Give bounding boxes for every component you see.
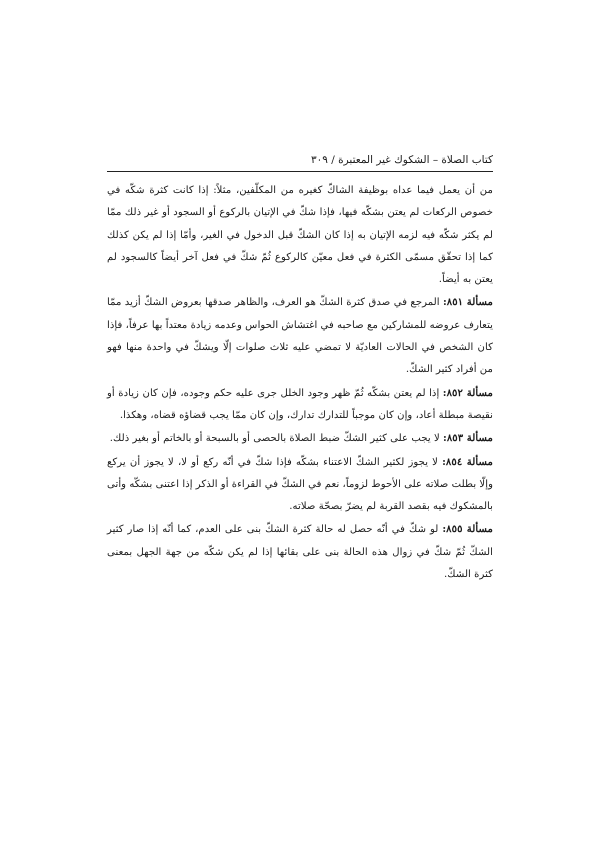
issue-label: مسألة ٨٥٢: xyxy=(442,386,493,399)
running-title: كتاب الصلاة – الشكوك غير المعتبرة / ٣٠٩ xyxy=(310,154,493,166)
issue-label: مسألة ٨٥٥: xyxy=(442,523,494,536)
paragraph-issue-853 xyxy=(107,427,493,450)
header-rule xyxy=(107,171,493,172)
paragraph-continuation xyxy=(107,180,493,291)
paragraph-text: لو شكّ في أنّه حصل له حالة كثرة الشكّ بنى على العدم، كما أنّه إذا صار كثير الشكّ ثُمّ شكّ في زوال هذه الحالة بنى على بقائها إذا لم يكن شكّه من جهة الجهل بمعنى كثرة الشكّ. xyxy=(107,524,493,581)
paragraph-issue-855 xyxy=(107,518,493,586)
paragraph-text: لا يجوز لكثير الشكّ الاعتناء بشكّه فإذا شكّ في أنّه ركع أو لا، لا يجوز أن يركع وإلّا بطلت صلاته على الأحوط لزوماً، نعم في الشكّ في القراءة أو الذكر إذا اعتنى بشكّه وأتى بالمشكوك فيه بقصد القربة لم يضرّ بصحّة صلاته. xyxy=(107,456,493,513)
paragraph-issue-851 xyxy=(107,291,493,381)
running-header xyxy=(107,152,493,168)
page-body xyxy=(107,180,493,586)
paragraph-issue-854 xyxy=(107,451,493,519)
paragraph-issue-852 xyxy=(107,382,493,428)
paragraph-text: إذا لم يعتن بشكّه ثُمّ ظهر وجود الخلل جرى عليه حكم وجوده، فإن كان زيادة أو نقيصة مبطلة أعاد، وإن كان موجباً للتدارك تدارك، وإن كان ممّا يجب قضاؤه قضاه، وهكذا. xyxy=(107,387,493,421)
paragraph-text: المرجع في صدق كثرة الشكّ هو العرف، والظاهر صدقها بعروض الشكّ أزيد ممّا يتعارف عروضه للمشاركين مع صاحبه في اغتشاش الحواس وعدمه زيادة معتداً بها عرفاً، فإذا كان الشخص في الحالات العاديّة لا تمضي عليه ثلاث صلوات إلّا ويشكّ في واحدة منها فهو من أفراد كثير الشكّ. xyxy=(107,297,493,376)
issue-label: مسألة ٨٥٣: xyxy=(443,432,493,445)
issue-label: مسألة ٨٥٤: xyxy=(442,455,493,468)
issue-label: مسألة ٨٥١: xyxy=(442,296,494,309)
paragraph-text: لا يجب على كثير الشكّ ضبط الصلاة بالحصى أو بالسبحة أو بالخاتم أو بغير ذلك. xyxy=(109,433,444,445)
paragraph-text: من أن يعمل فيما عداه بوظيفة الشاكّ كغيره من المكلّفين، مثلاً: إذا كانت كثرة شكّه في خصوص الركعات لم يعتن بشكّه فيها، فإذا شكّ في الإتيان بالركوع أو السجود أو غير ذلك ممّا لم يكثر شكّه فيه لزمه الإتيان به إذا كان الشكّ قبل الدخول في الغير، وأمّا إذا لم يكن كذلك كما إذا تحقّق مسمّى الكثرة في فعل معيّن كالركوع ثُمّ شكّ في فعل آخر أيضاً كالسجود لم يعتن به أيضاً. xyxy=(107,185,493,286)
